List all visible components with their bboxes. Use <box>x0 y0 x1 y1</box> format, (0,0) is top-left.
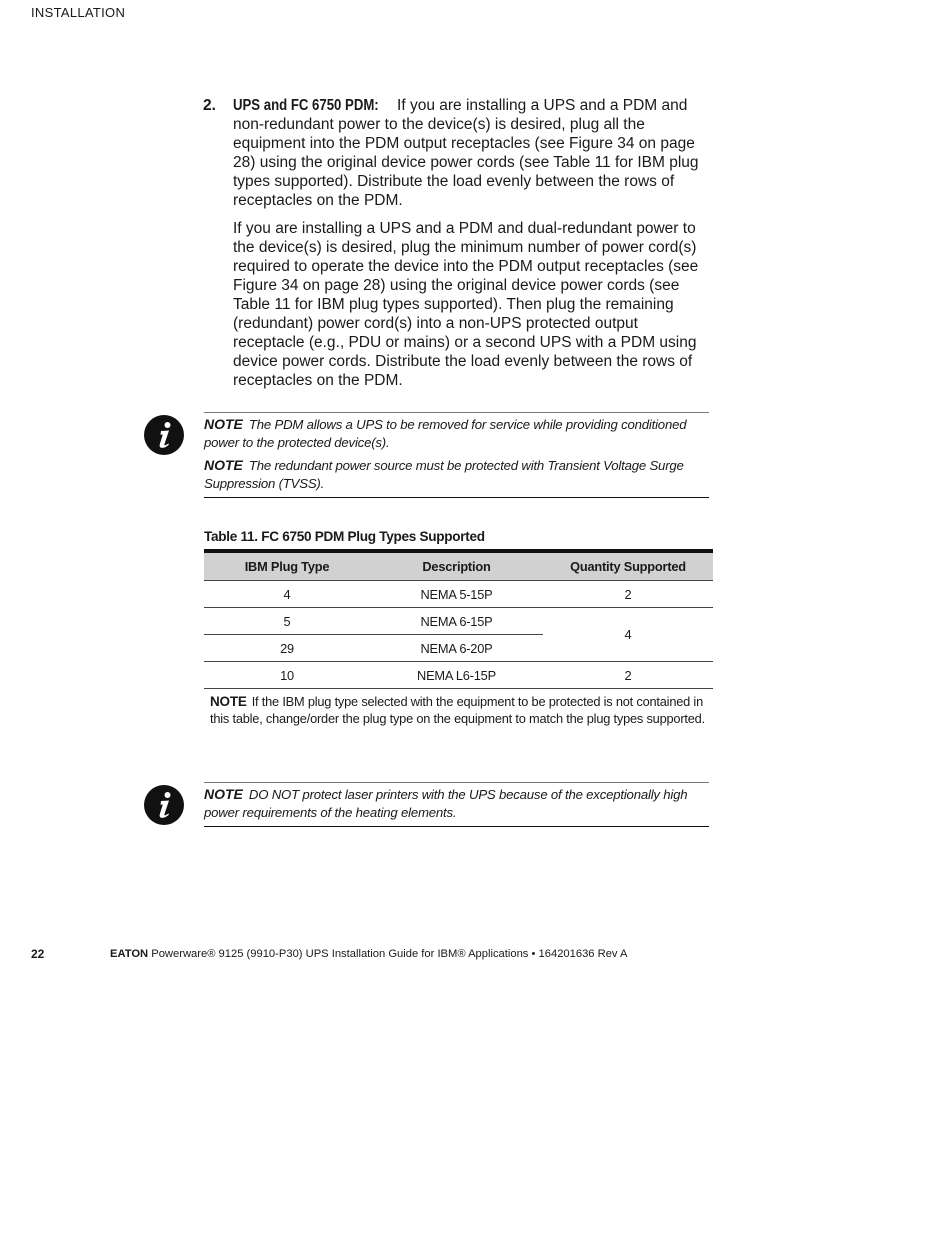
column-header-description: Description <box>370 551 543 581</box>
note-text: The redundant power source must be protected with Transient Voltage Surge Suppression (TVSS). <box>204 458 684 491</box>
note-keyword: NOTE <box>204 786 243 802</box>
cell-quantity-merged: 4 <box>543 608 713 662</box>
cell-description: NEMA 6-20P <box>370 635 543 662</box>
note-text: DO NOT protect laser printers with the UPS because of the exceptionally high power requirements of the heating elements. <box>204 787 688 820</box>
table-note-text: If the IBM plug type selected with the equipment to be protected is not contained in this table, change/order the plug type on the equipment to match the plug types supported. <box>210 694 705 726</box>
info-icon <box>144 785 184 825</box>
page-number: 22 <box>31 947 45 961</box>
cell-quantity: 2 <box>543 662 713 689</box>
column-header-plug-type: IBM Plug Type <box>204 551 370 581</box>
note-keyword: NOTE <box>204 416 243 432</box>
note-keyword: NOTE <box>204 457 243 473</box>
table-note <box>204 689 713 734</box>
step-paragraph-2: If you are installing a UPS and a PDM and dual-redundant power to the device(s) is desired, plug the minimum number of power cord(s) required to operate the device into the PDM output receptacles (see Figure 34 on page 28) using the original device power cords (see Table 11 for IBM plug types supported). Then plug the remaining (redundant) power cord(s) into a non-UPS protected output receptacle (e.g., PDU or mains) or a second UPS with a PDM using device power cords. Distribute the load evenly between the rows of receptacles on the PDM. <box>233 220 699 389</box>
step-lead: UPS and FC 6750 PDM: <box>233 97 379 114</box>
note-block-pdm <box>204 412 709 498</box>
cell-quantity: 2 <box>543 581 713 608</box>
note-text: The PDM allows a UPS to be removed for service while providing conditioned power to the protected device(s). <box>204 417 687 450</box>
footer-brand: EATON <box>110 948 149 960</box>
table-title: Table 11. FC 6750 PDM Plug Types Supported <box>204 529 485 544</box>
table-row <box>204 608 713 635</box>
note-item <box>204 785 709 822</box>
cell-description: NEMA 5-15P <box>370 581 543 608</box>
note-block-laser-printers <box>204 782 709 827</box>
note-item <box>204 456 709 493</box>
footer-text <box>110 948 627 960</box>
step-paragraph-1 <box>233 96 711 210</box>
cell-description: NEMA L6-15P <box>370 662 543 689</box>
section-header: INSTALLATION <box>31 5 126 20</box>
table-note-row <box>204 689 713 734</box>
cell-description: NEMA 6-15P <box>370 608 543 635</box>
plug-types-table <box>204 549 713 733</box>
cell-plug-type: 29 <box>204 635 370 662</box>
step-number: 2. <box>203 97 216 114</box>
footer-title: Powerware® 9125 (9910-P30) UPS Installation Guide for IBM® Applications • 164201636 Rev A <box>151 948 628 960</box>
column-header-quantity: Quantity Supported <box>543 551 713 581</box>
step-paragraph-1-text: If you are installing a UPS and a PDM and non-redundant power to the device(s) is desired, plug all the equipment into the PDM output receptacles (see Figure 34 on page 28) using the original device power cords (see Table 11 for IBM plug types supported). Distribute the load evenly between the rows of receptacles on the PDM. <box>233 97 699 209</box>
table-row <box>204 581 713 608</box>
note-item <box>204 415 709 452</box>
info-icon <box>144 415 184 455</box>
installation-step <box>203 96 711 399</box>
table-row <box>204 662 713 689</box>
cell-plug-type: 5 <box>204 608 370 635</box>
step-body <box>233 96 711 390</box>
cell-plug-type: 10 <box>204 662 370 689</box>
table-note-keyword: NOTE <box>210 694 247 709</box>
cell-plug-type: 4 <box>204 581 370 608</box>
table-header-row <box>204 551 713 581</box>
